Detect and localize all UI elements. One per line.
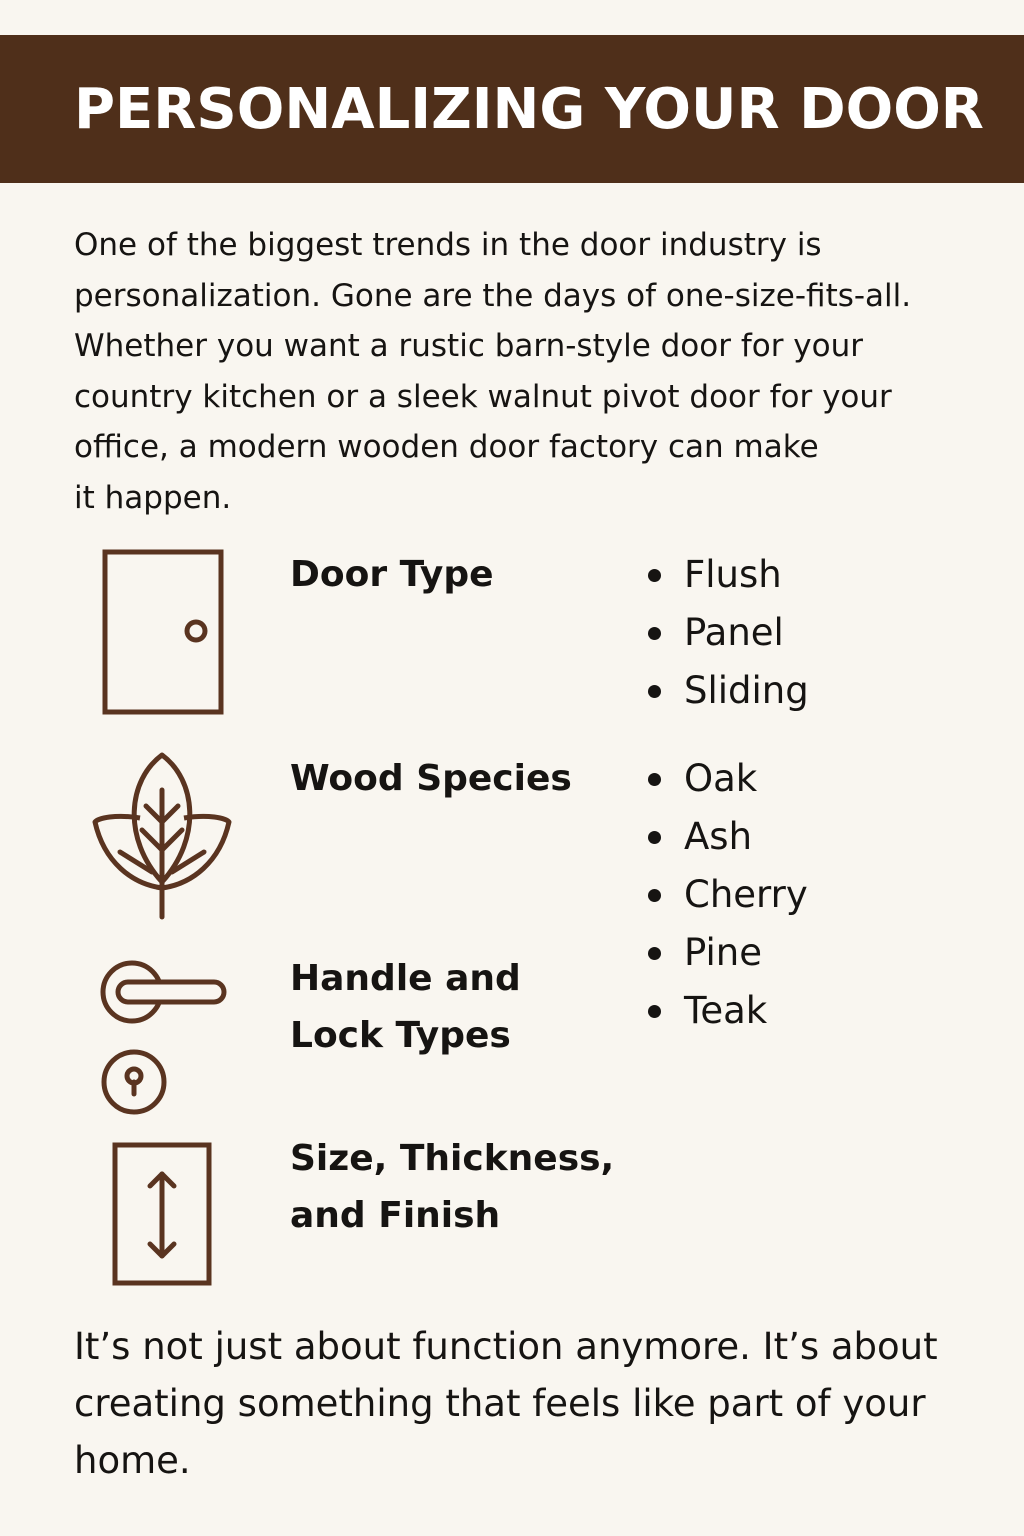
- intro-line: office, a modern wooden door factory can make: [74, 429, 819, 465]
- list-item: Oak: [640, 750, 808, 808]
- list-item: Panel: [640, 604, 809, 662]
- list-item: Ash: [640, 808, 808, 866]
- closing-line: creating something that feels like part of your: [74, 1382, 926, 1425]
- keyhole-icon: [98, 1048, 172, 1118]
- intro-paragraph: [74, 220, 954, 523]
- size-finish-label: Size, Thickness, and Finish: [290, 1138, 615, 1236]
- closing-line: home.: [74, 1439, 191, 1482]
- list-item: Pine: [640, 924, 808, 982]
- intro-line: Whether you want a rustic barn-style door for your: [74, 328, 864, 364]
- leaf-icon: [90, 750, 234, 920]
- list-item: Teak: [640, 982, 808, 1040]
- intro-line: One of the biggest trends in the door industry is: [74, 227, 822, 263]
- title-banner: [0, 35, 1024, 183]
- intro-line: it happen.: [74, 479, 232, 516]
- handle-lock-label: Handle and Lock Types: [290, 958, 521, 1056]
- door-type-label: Door Type: [290, 554, 494, 595]
- list-item: Cherry: [640, 866, 808, 924]
- door-icon: [100, 547, 226, 717]
- list-item: Sliding: [640, 662, 809, 720]
- intro-line: personalization. Gone are the days of one-size-fits-all.: [74, 277, 912, 314]
- intro-line: country kitchen or a sleek walnut pivot door for your: [74, 378, 892, 415]
- door-size-icon: [110, 1140, 214, 1288]
- page-title: PERSONALIZING YOUR DOOR: [74, 76, 984, 142]
- closing-paragraph: [74, 1318, 974, 1489]
- wood-species-label: Wood Species: [290, 758, 572, 799]
- closing-line: It’s not just about function anymore. It’s about: [74, 1325, 938, 1368]
- wood-species-options: [640, 750, 808, 1040]
- door-handle-icon: [98, 958, 230, 1028]
- door-type-options: [640, 546, 809, 720]
- list-item: Flush: [640, 546, 809, 604]
